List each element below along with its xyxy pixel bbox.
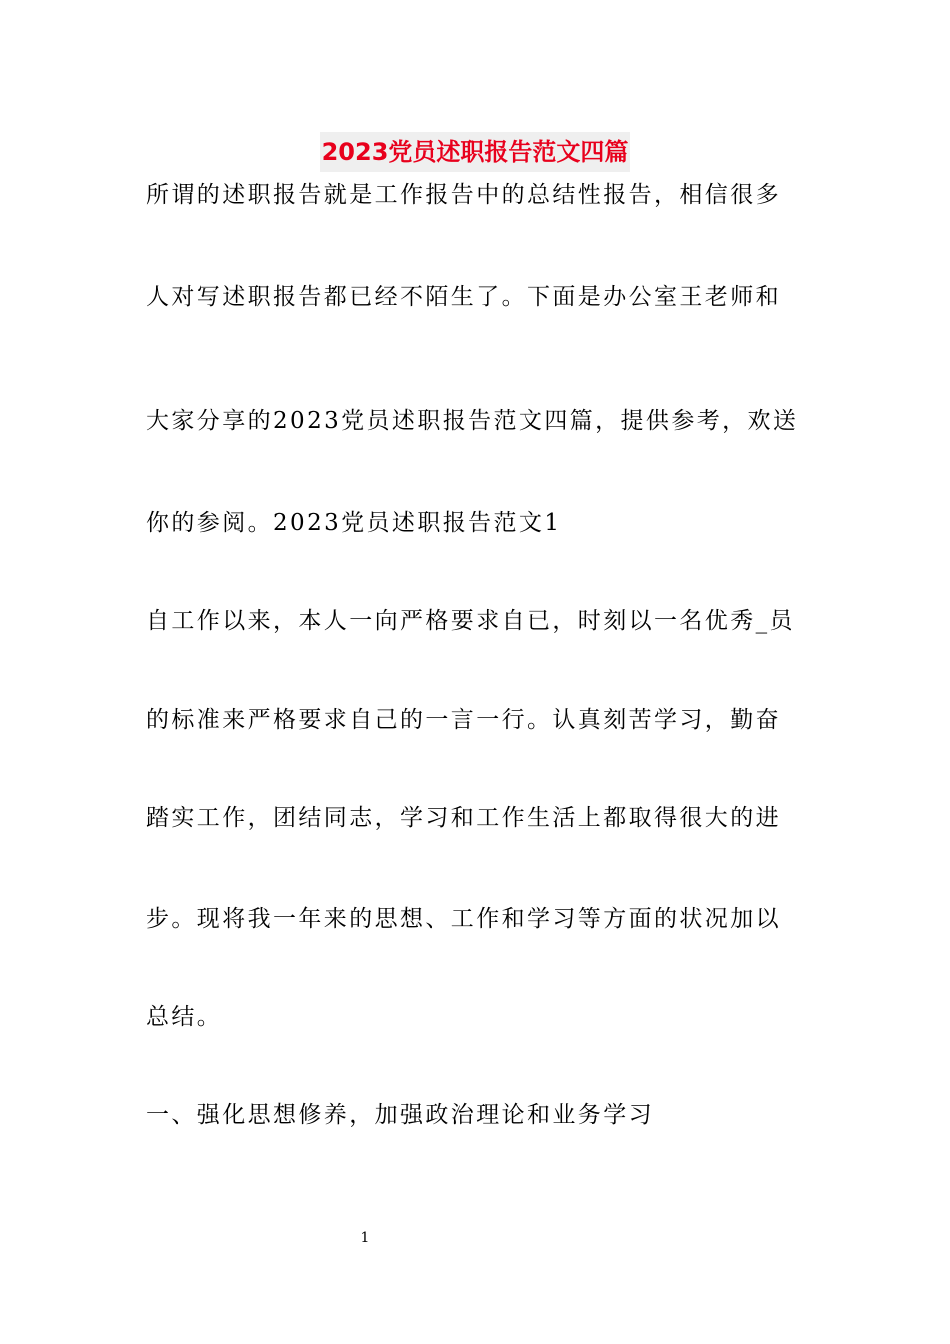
section-heading: 一、强化思想修养，加强政治理论和业务学习 <box>146 1102 654 1128</box>
paragraph-line: 人对写述职报告都已经不陌生了。下面是办公室王老师和 <box>146 284 781 310</box>
paragraph-line: 大家分享的2023党员述职报告范文四篇，提供参考，欢送 <box>146 408 799 434</box>
paragraph-line: 踏实工作，团结同志，学习和工作生活上都取得很大的进 <box>146 805 781 831</box>
title-container <box>0 132 950 172</box>
paragraph-line: 的标准来严格要求自己的一言一行。认真刻苦学习，勤奋 <box>146 707 781 733</box>
paragraph-line: 你的参阅。2023党员述职报告范文1 <box>146 510 562 536</box>
paragraph-line: 所谓的述职报告就是工作报告中的总结性报告，相信很多 <box>146 182 781 208</box>
document-title: 2023党员述职报告范文四篇 <box>320 132 631 172</box>
paragraph-line: 步。现将我一年来的思想、工作和学习等方面的状况加以 <box>146 906 781 932</box>
paragraph-line: 总结。 <box>146 1004 223 1030</box>
page-number: 1 <box>360 1230 370 1246</box>
paragraph-line: 自工作以来，本人一向严格要求自已，时刻以一名优秀_员 <box>146 608 795 634</box>
